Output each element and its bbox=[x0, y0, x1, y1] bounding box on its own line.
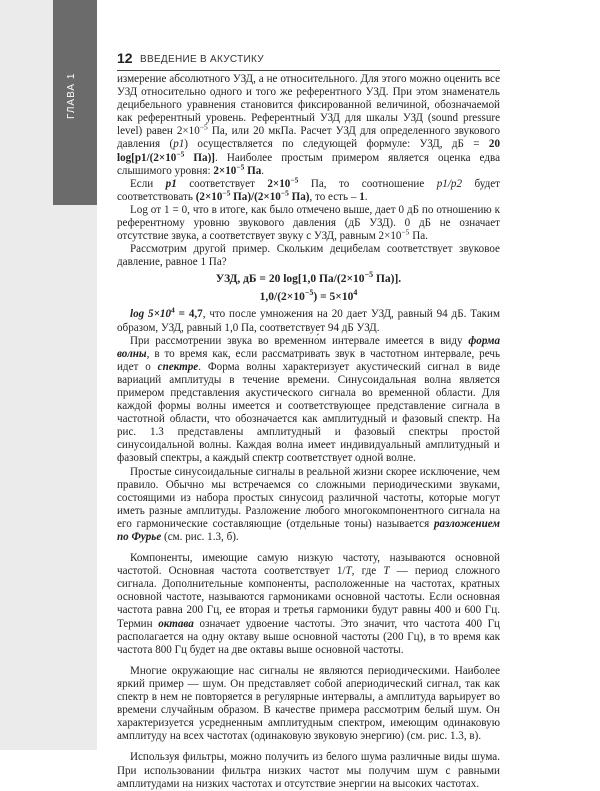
paragraph-6: При рассмотрении звука во временно́м интервале имеется в виду форма волны, в то время как, если рассматривать звук в частотном интервале, речь идет о спектре. Форма волны характеризует акустический сигнал в виде вариаций амплитуды в течение времени. Синусоидальная волна является примером представления акустического сигнала во временной области. Для каждой формы волны имеется и соответствующее представление сигнала в частотной области, что обозначается как амплитудный и фазовый спектр. На рис. 1.3 представлены амплитудный и фазовый спектры простой синусоидальной волны. Каждая волна имеет индивидуальный амплитудный и фазовый спектры, а каждый спектр соответствует одной волне. bbox=[117, 334, 501, 465]
paragraph-1: измерение абсолютного УЗД, а не относительного. Для этого можно оценить все УЗД относительно одного и того же референтного УЗД. При этом знаменатель децибельного уравнения становится фиксированной величиной, обозначаемой как референтный уровень. Референтный УЗД для шкалы УЗД (sound pressure level) равен $2\times 10^{-5}$ Па, или 20 мкПа. Расчет УЗД для определенного звукового давления (p1) осуществляется по следующей формуле: УЗД, дБ = 20 $\log[p1/(2\times 10^{-5}$ Па)]. Наиболее простым примером является оценка едва слышимого уровня: $2\times 10^{-5}$ Па. bbox=[117, 73, 500, 177]
header-rule bbox=[117, 70, 500, 71]
body-text bbox=[117, 73, 500, 791]
chapter-label: ГЛАВА 1 bbox=[66, 72, 77, 120]
paragraph-8: Компоненты, имеющие самую низкую частоту, называются основной частотой. Основная частота соответствует 1/T, где T — период сложного сигнала. Дополнительные компоненты, расположенные на частотах, кратных основной частоте, называются гармониками основной частоты. Если основная частота равна 200 Гц, ее вторая и третья гармоники будут равны 400 и 600 Гц. Термин октава означает удвоение частоты. Это значит, что частота 400 Гц располагается на одну октаву выше основной частоты (200 Гц), в то время как частота 800 Гц будет на две октавы выше основной частоты. bbox=[117, 552, 500, 656]
formula-2: $1,0/(2\times 10^{-5}) = 5\times 10^4$ bbox=[259, 288, 358, 304]
page-number: 12 bbox=[117, 50, 133, 66]
paragraph-10: Используя фильтры, можно получить из белого шума различные виды шума. При использовании фильтра низких частот мы получим шум с равными амплитудами на низких частотах и отсутствие энергии на высоких частотах. bbox=[117, 751, 500, 790]
formula-1: УЗД, дБ = 20 log[1,0 $Па/(2\times 10^{-5}$ Па)]. bbox=[215, 270, 402, 286]
running-head: ВВЕДЕНИЕ В АКУСТИКУ bbox=[140, 54, 264, 65]
paragraph-2: Если p1 соответствует $2\times 10^{-5}$ Па, то соотношение p1/p2 будет соответствовать ($2\times 10^{-5}$ $Па)/(2\times 10^{-5}$ Па), то есть – 1. bbox=[117, 175, 501, 203]
paragraph-7: Простые синусоидальные сигналы в реальной жизни скорее исключение, чем правило. Обычно мы встречаемся со сложными периодическими звуками, состоящими из набора простых синусоид различной частоты, которые могут иметь разные амплитуды. Разложение любого многокомпонентного сигнала на его гармонические составляющие (отдельные тоны) называется разложением по Фурье (см. рис. 1.3, б). bbox=[117, 465, 500, 543]
paragraph-4: Рассмотрим другой пример. Скольким децибелам соответствует звуковое давление, равное 1 Па? bbox=[117, 243, 500, 269]
paragraph-5: $\log 5\times 10^4 = 4,7$, что после умножения на 20 дает УЗД, равный 94 дБ. Таким образом, УЗД, равный 1,0 Па, соответствует 94 дБ УЗД. bbox=[117, 305, 500, 334]
paragraph-3: Log от 1 = 0, что в итоге, как было отмечено выше, дает 0 дБ по отношению к референтному уровню звукового давления (дБ УЗД). 0 дБ не означает отсутствие звука, а соответствует звуку с УЗД, равным $2\times 10^{-5}$ Па. bbox=[117, 203, 500, 243]
paragraph-9: Многие окружающие нас сигналы не являются периодическими. Наиболее яркий пример — шум. Он представляет собой апериодический сигнал, так как спектр в нем не повторяется в регулярные интервалы, а амплитуда варьирует во времени случайным образом. В качестве примера рассмотрим белый шум. Он характеризуется усредненным амплитудным спектром, имеющим одинаковую амплитуду на всех частотах (одинаковую звуковую энергию) (см. рис. 1.3, в). bbox=[117, 664, 500, 743]
